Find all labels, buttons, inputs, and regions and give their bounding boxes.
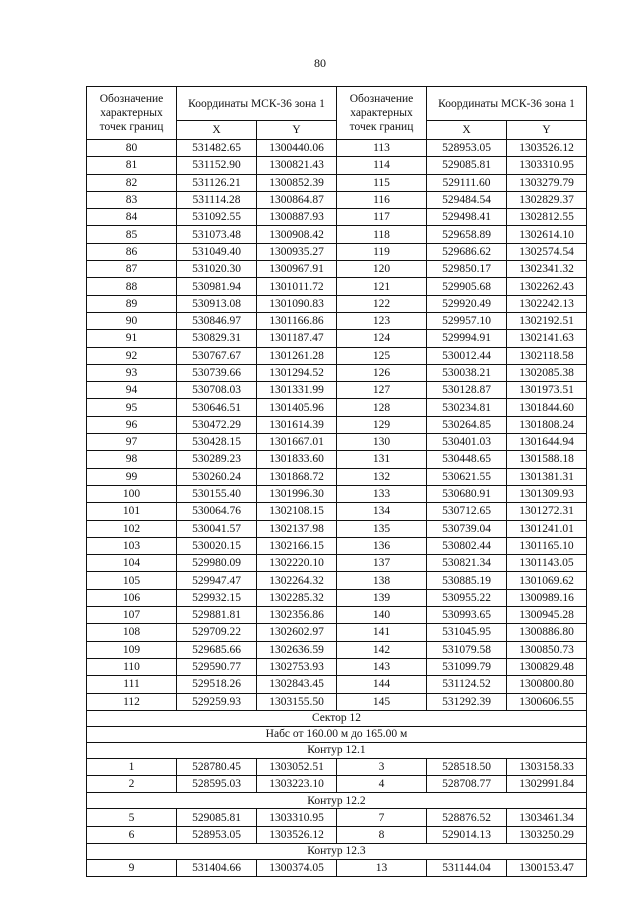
cell-x-right: 528708.77 (427, 776, 507, 793)
cell-x-left: 531049.40 (177, 243, 257, 260)
cell-point-right: 114 (337, 157, 427, 174)
cell-x-left: 530708.03 (177, 382, 257, 399)
cell-x-left: 530428.15 (177, 434, 257, 451)
cell-x-right: 529905.68 (427, 278, 507, 295)
cell-point-right: 138 (337, 572, 427, 589)
cell-y-left: 1302602.97 (257, 624, 337, 641)
table-row (87, 624, 587, 641)
contour-table-row (87, 758, 587, 775)
cell-y-left: 1301261.28 (257, 347, 337, 364)
contour-table-row (87, 859, 587, 876)
cell-point-left: 1 (87, 758, 177, 775)
cell-x-left: 529085.81 (177, 809, 257, 826)
cell-point-right: 136 (337, 537, 427, 554)
cell-y-right: 1300989.16 (507, 589, 587, 606)
cell-y-left: 1301331.99 (257, 382, 337, 399)
cell-point-right: 134 (337, 503, 427, 520)
cell-x-left: 529932.15 (177, 589, 257, 606)
table-row (87, 658, 587, 675)
cell-x-right: 530038.21 (427, 364, 507, 381)
contour-title-row (87, 843, 587, 859)
cell-x-left: 530472.29 (177, 416, 257, 433)
table-row (87, 503, 587, 520)
cell-y-right: 1301644.94 (507, 434, 587, 451)
contour-title: Контур 12.1 (87, 742, 587, 758)
table-row (87, 676, 587, 693)
cell-y-left: 1303155.50 (257, 693, 337, 710)
cell-y-right: 1303310.95 (507, 157, 587, 174)
cell-y-left: 1302264.32 (257, 572, 337, 589)
cell-point-left: 9 (87, 859, 177, 876)
table-row (87, 157, 587, 174)
cell-point-right: 124 (337, 330, 427, 347)
cell-x-left: 530041.57 (177, 520, 257, 537)
cell-point-left: 95 (87, 399, 177, 416)
cell-point-left: 94 (87, 382, 177, 399)
cell-point-right: 113 (337, 140, 427, 157)
cell-x-left: 530981.94 (177, 278, 257, 295)
cell-x-left: 530913.08 (177, 295, 257, 312)
cell-y-left: 1301614.39 (257, 416, 337, 433)
cell-x-right: 529850.17 (427, 261, 507, 278)
cell-x-right: 530401.03 (427, 434, 507, 451)
cell-x-right: 530621.55 (427, 468, 507, 485)
cell-point-right: 132 (337, 468, 427, 485)
cell-x-left: 531126.21 (177, 174, 257, 191)
cell-y-right: 1301165.10 (507, 537, 587, 554)
cell-y-right: 1301973.51 (507, 382, 587, 399)
cell-point-right: 3 (337, 758, 427, 775)
cell-y-right: 1301241.01 (507, 520, 587, 537)
cell-point-left: 97 (87, 434, 177, 451)
cell-point-left: 112 (87, 693, 177, 710)
cell-point-right: 7 (337, 809, 427, 826)
cell-x-left: 531073.48 (177, 226, 257, 243)
cell-y-left: 1300821.43 (257, 157, 337, 174)
cell-x-right: 530680.91 (427, 485, 507, 502)
cell-point-right: 120 (337, 261, 427, 278)
cell-y-left: 1303526.12 (257, 826, 337, 843)
cell-y-left: 1300967.91 (257, 261, 337, 278)
cell-point-right: 121 (337, 278, 427, 295)
cell-y-left: 1302843.45 (257, 676, 337, 693)
cell-y-left: 1301667.01 (257, 434, 337, 451)
cell-point-left: 81 (87, 157, 177, 174)
cell-y-left: 1302220.10 (257, 555, 337, 572)
contour-table-row (87, 826, 587, 843)
table-row (87, 243, 587, 260)
cell-point-right: 116 (337, 191, 427, 208)
cell-point-left: 6 (87, 826, 177, 843)
cell-x-right: 530712.65 (427, 503, 507, 520)
cell-point-right: 4 (337, 776, 427, 793)
cell-x-left: 530846.97 (177, 312, 257, 329)
contour-title: Контур 12.2 (87, 793, 587, 809)
cell-y-left: 1301405.96 (257, 399, 337, 416)
cell-x-right: 531292.39 (427, 693, 507, 710)
table-row (87, 209, 587, 226)
cell-x-left: 531152.90 (177, 157, 257, 174)
cell-point-right: 142 (337, 641, 427, 658)
cell-point-left: 2 (87, 776, 177, 793)
cell-x-left: 528780.45 (177, 758, 257, 775)
cell-x-left: 531092.55 (177, 209, 257, 226)
cell-point-left: 87 (87, 261, 177, 278)
cell-y-left: 1301294.52 (257, 364, 337, 381)
cell-x-left: 530064.76 (177, 503, 257, 520)
cell-x-right: 530739.04 (427, 520, 507, 537)
cell-y-right: 1302341.32 (507, 261, 587, 278)
cell-y-right: 1300800.80 (507, 676, 587, 693)
cell-point-right: 115 (337, 174, 427, 191)
cell-y-right: 1301844.60 (507, 399, 587, 416)
cell-point-right: 141 (337, 624, 427, 641)
cell-point-left: 98 (87, 451, 177, 468)
cell-x-right: 531124.52 (427, 676, 507, 693)
cell-y-left: 1301868.72 (257, 468, 337, 485)
cell-y-right: 1303250.29 (507, 826, 587, 843)
page-number: 80 (314, 56, 326, 70)
cell-x-right: 529014.13 (427, 826, 507, 843)
table-row (87, 468, 587, 485)
table-row (87, 607, 587, 624)
cell-y-right: 1302574.54 (507, 243, 587, 260)
cell-y-right: 1303461.34 (507, 809, 587, 826)
cell-y-left: 1301166.86 (257, 312, 337, 329)
cell-point-right: 140 (337, 607, 427, 624)
cell-point-left: 91 (87, 330, 177, 347)
table-row (87, 226, 587, 243)
y-header-right: Y (507, 120, 587, 139)
cell-point-left: 105 (87, 572, 177, 589)
table-row (87, 399, 587, 416)
cell-x-left: 529980.09 (177, 555, 257, 572)
cell-y-left: 1300374.05 (257, 859, 337, 876)
cell-point-left: 80 (87, 140, 177, 157)
table-row (87, 555, 587, 572)
cell-x-right: 529658.89 (427, 226, 507, 243)
table-row (87, 382, 587, 399)
cell-x-right: 531144.04 (427, 859, 507, 876)
cell-x-right: 529994.91 (427, 330, 507, 347)
sector-subtitle-row (87, 726, 587, 742)
cell-x-left: 530260.24 (177, 468, 257, 485)
cell-y-left: 1300864.87 (257, 191, 337, 208)
cell-point-right: 119 (337, 243, 427, 260)
cell-x-right: 529484.54 (427, 191, 507, 208)
cell-y-left: 1302108.15 (257, 503, 337, 520)
cell-y-right: 1301381.31 (507, 468, 587, 485)
contour-title-row (87, 793, 587, 809)
cell-y-left: 1302356.86 (257, 607, 337, 624)
cell-point-left: 106 (87, 589, 177, 606)
cell-y-right: 1300829.48 (507, 658, 587, 675)
cell-point-right: 117 (337, 209, 427, 226)
cell-point-right: 123 (337, 312, 427, 329)
cell-x-left: 529259.93 (177, 693, 257, 710)
cell-y-right: 1300153.47 (507, 859, 587, 876)
cell-y-left: 1301996.30 (257, 485, 337, 502)
table-row (87, 641, 587, 658)
cell-x-right: 530234.81 (427, 399, 507, 416)
cell-y-right: 1302141.63 (507, 330, 587, 347)
cell-point-left: 92 (87, 347, 177, 364)
cell-x-right: 530821.34 (427, 555, 507, 572)
cell-x-left: 529590.77 (177, 658, 257, 675)
cell-x-left: 528595.03 (177, 776, 257, 793)
table-row (87, 572, 587, 589)
coord-column-header-right: Координаты МСК-36 зона 1 (427, 87, 587, 121)
cell-point-left: 82 (87, 174, 177, 191)
cell-y-right: 1302192.51 (507, 312, 587, 329)
cell-y-right: 1303526.12 (507, 140, 587, 157)
cell-x-left: 531482.65 (177, 140, 257, 157)
cell-point-left: 93 (87, 364, 177, 381)
contour-title: Контур 12.3 (87, 843, 587, 859)
contour-title-row (87, 742, 587, 758)
cell-x-left: 530829.31 (177, 330, 257, 347)
cell-x-left: 530767.67 (177, 347, 257, 364)
cell-y-left: 1302636.59 (257, 641, 337, 658)
table-row (87, 312, 587, 329)
cell-y-left: 1300852.39 (257, 174, 337, 191)
contour-table-row (87, 776, 587, 793)
cell-point-right: 135 (337, 520, 427, 537)
cell-x-left: 529685.66 (177, 641, 257, 658)
cell-point-left: 85 (87, 226, 177, 243)
cell-y-left: 1303052.51 (257, 758, 337, 775)
cell-y-left: 1300935.27 (257, 243, 337, 260)
cell-y-left: 1302285.32 (257, 589, 337, 606)
cell-point-left: 111 (87, 676, 177, 693)
cell-point-left: 89 (87, 295, 177, 312)
cell-y-right: 1301309.93 (507, 485, 587, 502)
cell-point-right: 129 (337, 416, 427, 433)
cell-point-right: 145 (337, 693, 427, 710)
table-row (87, 520, 587, 537)
cell-x-left: 530289.23 (177, 451, 257, 468)
cell-x-right: 529111.60 (427, 174, 507, 191)
table-row (87, 140, 587, 157)
table-row (87, 451, 587, 468)
cell-point-left: 103 (87, 537, 177, 554)
cell-y-right: 1302085.38 (507, 364, 587, 381)
cell-y-right: 1301588.18 (507, 451, 587, 468)
cell-point-right: 127 (337, 382, 427, 399)
cell-point-right: 126 (337, 364, 427, 381)
cell-y-right: 1302829.37 (507, 191, 587, 208)
cell-y-left: 1302753.93 (257, 658, 337, 675)
cell-y-right: 1302812.55 (507, 209, 587, 226)
cell-y-right: 1300850.73 (507, 641, 587, 658)
cell-y-left: 1302137.98 (257, 520, 337, 537)
cell-y-right: 1301069.62 (507, 572, 587, 589)
cell-point-left: 101 (87, 503, 177, 520)
cell-x-right: 528953.05 (427, 140, 507, 157)
sector-subtitle: Набс от 160.00 м до 165.00 м (87, 726, 587, 742)
cell-point-right: 13 (337, 859, 427, 876)
table-row (87, 434, 587, 451)
cell-y-right: 1300945.28 (507, 607, 587, 624)
table-row (87, 347, 587, 364)
cell-y-left: 1300908.42 (257, 226, 337, 243)
table-row (87, 278, 587, 295)
cell-point-right: 122 (337, 295, 427, 312)
cell-point-left: 107 (87, 607, 177, 624)
table-row (87, 295, 587, 312)
cell-y-right: 1301808.24 (507, 416, 587, 433)
table-row (87, 485, 587, 502)
cell-point-right: 133 (337, 485, 427, 502)
cell-y-right: 1302242.13 (507, 295, 587, 312)
cell-y-left: 1301090.83 (257, 295, 337, 312)
point-column-header-left: Обозначение характерных точек границ (87, 87, 177, 140)
cell-point-right: 139 (337, 589, 427, 606)
cell-y-right: 1300606.55 (507, 693, 587, 710)
table-row (87, 261, 587, 278)
cell-x-left: 530155.40 (177, 485, 257, 502)
cell-point-left: 104 (87, 555, 177, 572)
cell-point-right: 131 (337, 451, 427, 468)
table-header (87, 87, 587, 140)
cell-x-right: 529957.10 (427, 312, 507, 329)
cell-y-left: 1302166.15 (257, 537, 337, 554)
cell-point-right: 144 (337, 676, 427, 693)
cell-x-left: 529709.22 (177, 624, 257, 641)
cell-point-left: 100 (87, 485, 177, 502)
cell-x-left: 529881.81 (177, 607, 257, 624)
cell-x-left: 530739.66 (177, 364, 257, 381)
cell-point-left: 5 (87, 809, 177, 826)
cell-x-right: 530955.22 (427, 589, 507, 606)
cell-point-right: 8 (337, 826, 427, 843)
cell-point-left: 99 (87, 468, 177, 485)
cell-point-left: 110 (87, 658, 177, 675)
cell-x-right: 530012.44 (427, 347, 507, 364)
cell-point-right: 118 (337, 226, 427, 243)
cell-y-right: 1302118.58 (507, 347, 587, 364)
cell-point-right: 143 (337, 658, 427, 675)
cell-y-right: 1300886.80 (507, 624, 587, 641)
cell-y-left: 1303223.10 (257, 776, 337, 793)
cell-point-left: 86 (87, 243, 177, 260)
cell-y-right: 1303279.79 (507, 174, 587, 191)
cell-y-left: 1301833.60 (257, 451, 337, 468)
cell-x-right: 531045.95 (427, 624, 507, 641)
cell-y-right: 1303158.33 (507, 758, 587, 775)
cell-x-right: 529498.41 (427, 209, 507, 226)
sector-title: Сектор 12 (87, 710, 587, 726)
cell-x-right: 529085.81 (427, 157, 507, 174)
cell-point-left: 84 (87, 209, 177, 226)
cell-y-left: 1300887.93 (257, 209, 337, 226)
cell-x-right: 529920.49 (427, 295, 507, 312)
cell-x-left: 528953.05 (177, 826, 257, 843)
cell-x-left: 531020.30 (177, 261, 257, 278)
cell-x-right: 528876.52 (427, 809, 507, 826)
cell-point-left: 96 (87, 416, 177, 433)
cell-y-right: 1301143.05 (507, 555, 587, 572)
cell-x-right: 531079.58 (427, 641, 507, 658)
table-body (87, 140, 587, 877)
cell-x-right: 529686.62 (427, 243, 507, 260)
cell-x-left: 531114.28 (177, 191, 257, 208)
cell-y-left: 1303310.95 (257, 809, 337, 826)
table-row (87, 416, 587, 433)
cell-point-left: 83 (87, 191, 177, 208)
cell-y-right: 1301272.31 (507, 503, 587, 520)
cell-point-right: 130 (337, 434, 427, 451)
cell-x-right: 530802.44 (427, 537, 507, 554)
coord-column-header-left: Координаты МСК-36 зона 1 (177, 87, 337, 121)
y-header-left: Y (257, 120, 337, 139)
cell-x-left: 531404.66 (177, 859, 257, 876)
cell-point-left: 109 (87, 641, 177, 658)
cell-point-right: 125 (337, 347, 427, 364)
cell-y-right: 1302991.84 (507, 776, 587, 793)
cell-point-left: 90 (87, 312, 177, 329)
x-header-left: X (177, 120, 257, 139)
table-row (87, 364, 587, 381)
cell-y-left: 1300440.06 (257, 140, 337, 157)
cell-x-right: 530448.65 (427, 451, 507, 468)
x-header-right: X (427, 120, 507, 139)
coordinates-table (86, 86, 587, 877)
cell-point-left: 88 (87, 278, 177, 295)
cell-x-right: 530264.85 (427, 416, 507, 433)
cell-x-left: 530646.51 (177, 399, 257, 416)
cell-point-right: 128 (337, 399, 427, 416)
cell-y-left: 1301187.47 (257, 330, 337, 347)
cell-x-right: 530993.65 (427, 607, 507, 624)
cell-x-right: 528518.50 (427, 758, 507, 775)
table-row (87, 537, 587, 554)
table-row (87, 330, 587, 347)
cell-point-left: 108 (87, 624, 177, 641)
cell-x-right: 531099.79 (427, 658, 507, 675)
cell-point-right: 137 (337, 555, 427, 572)
table-row (87, 191, 587, 208)
table-row (87, 693, 587, 710)
cell-x-left: 529518.26 (177, 676, 257, 693)
sector-title-row (87, 710, 587, 726)
point-column-header-right: Обозначение характерных точек границ (337, 87, 427, 140)
cell-x-left: 530020.15 (177, 537, 257, 554)
cell-x-left: 529947.47 (177, 572, 257, 589)
table-row (87, 589, 587, 606)
cell-y-left: 1301011.72 (257, 278, 337, 295)
cell-point-left: 102 (87, 520, 177, 537)
table-row (87, 174, 587, 191)
cell-x-right: 530128.87 (427, 382, 507, 399)
contour-table-row (87, 809, 587, 826)
cell-y-right: 1302614.10 (507, 226, 587, 243)
cell-x-right: 530885.19 (427, 572, 507, 589)
cell-y-right: 1302262.43 (507, 278, 587, 295)
